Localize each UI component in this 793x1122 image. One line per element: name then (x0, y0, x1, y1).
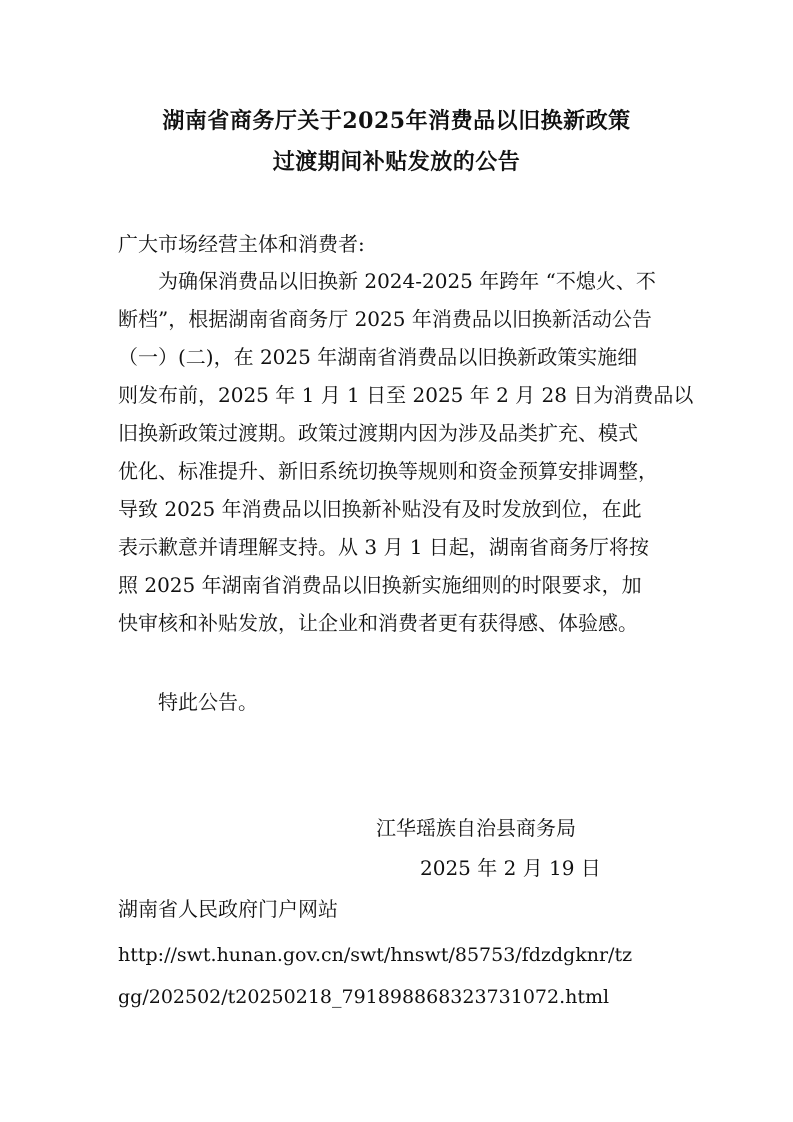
body-line: 旧换新政策过渡期。政策过渡期内因为涉及品类扩充、模式 (118, 421, 638, 445)
body-line: 表示歉意并请理解支持。从 3 月 1 日起，湖南省商务厅将按 (118, 535, 649, 559)
closing-statement: 特此公告。 (158, 690, 258, 714)
salutation: 广大市场经营主体和消费者: (118, 232, 365, 256)
body-line: 则发布前，2025 年 1 月 1 日至 2025 年 2 月 28 日为消费品以 (118, 383, 694, 407)
source-url-line-1: http://swt.hunan.gov.cn/swt/hnswt/85753/fdzdgknr/tz (118, 944, 633, 966)
document-title-line-2: 过渡期间补贴发放的公告 (272, 149, 521, 175)
issue-date: 2025 年 2 月 19 日 (420, 856, 601, 880)
body-line: 为确保消费品以旧换新 2024-2025 年跨年 “不熄火、不 (118, 269, 656, 293)
source-url-line-2: gg/202502/t20250218_791898868323731072.html (118, 986, 610, 1008)
document-title-line-1: 湖南省商务厅关于2025年消费品以旧换新政策 (162, 108, 631, 134)
body-line: 导致 2025 年消费品以旧换新补贴没有及时发放到位，在此 (118, 497, 642, 521)
body-paragraph (118, 262, 694, 642)
body-line: 断档”，根据湖南省商务厅 2025 年消费品以旧换新活动公告 (118, 307, 652, 331)
body-line: 照 2025 年湖南省消费品以旧换新实施细则的时限要求，加 (118, 573, 642, 597)
source-url (118, 934, 632, 1018)
body-line: 快审核和补贴发放，让企业和消费者更有获得感、体验感。 (118, 611, 638, 635)
body-line: 优化、标准提升、新旧系统切换等规则和资金预算安排调整， (118, 459, 658, 483)
body-line: （一）(二)，在 2025 年湖南省消费品以旧换新政策实施细 (118, 345, 638, 369)
issuing-organization: 江华瑶族自治县商务局 (376, 816, 576, 840)
source-name: 湖南省人民政府门户网站 (118, 897, 338, 921)
